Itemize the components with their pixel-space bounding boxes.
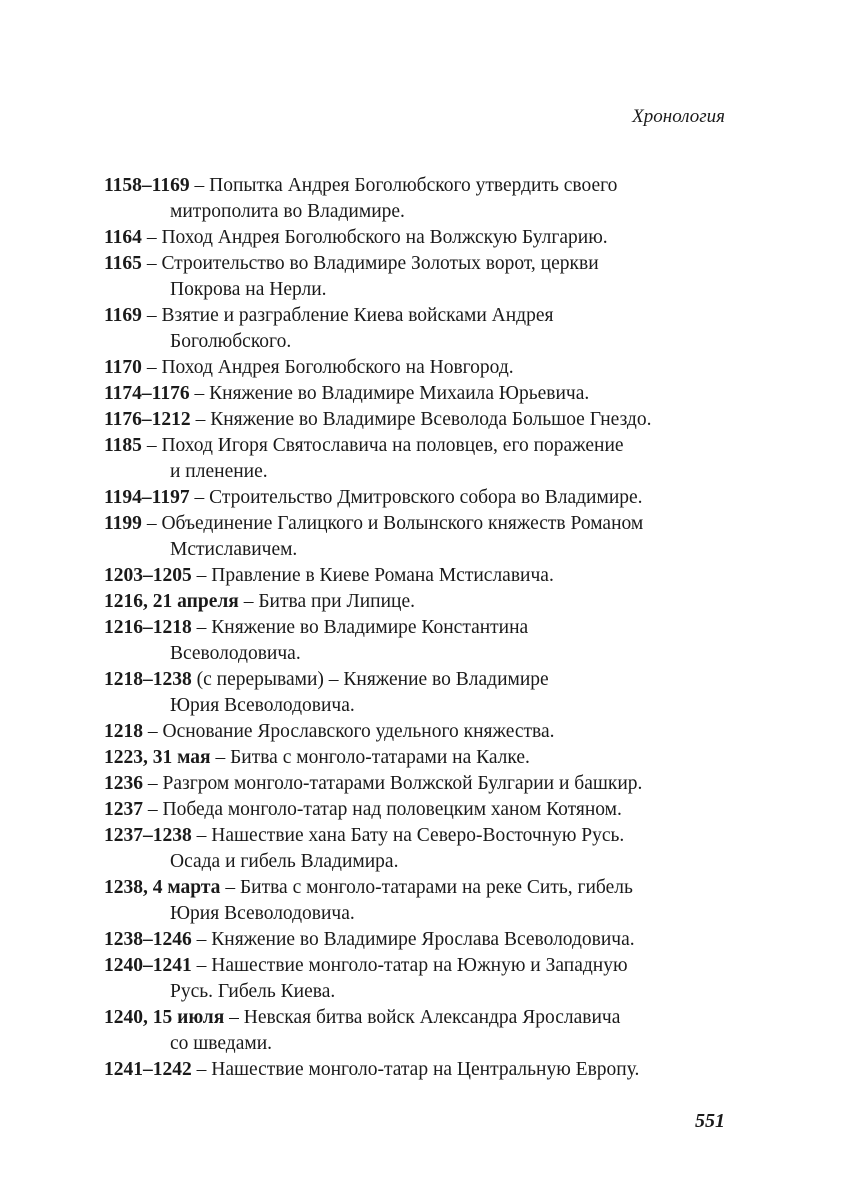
entry-dash: –: [196, 1059, 207, 1080]
entry-text: Битва с монголо-татарами на Калке.: [230, 747, 530, 768]
chronology-entry: [104, 823, 744, 875]
entry-dash: –: [196, 955, 207, 976]
entry-dash: –: [146, 227, 157, 248]
entry-dash: –: [146, 357, 157, 378]
entry-dash: –: [147, 773, 158, 794]
chronology-entry: [104, 1057, 744, 1083]
entry-text: Нашествие хана Бату на Северо-Восточную Русь.: [211, 825, 625, 846]
entry-dash: –: [196, 617, 207, 638]
entry-text: Победа монголо-татар над половецким ханом Котяном.: [162, 799, 622, 820]
chronology-entry: [104, 173, 744, 225]
chronology-list: [104, 173, 744, 1083]
entry-first-line: [104, 173, 744, 199]
entry-first-line: [104, 797, 744, 823]
entry-date: 1218–1238: [104, 669, 192, 690]
entry-text: Поход Андрея Боголюбского на Волжскую Булгарию.: [161, 227, 608, 248]
entry-continuation: со шведами.: [170, 1033, 273, 1054]
entry-text: Взятие и разграбление Киева войсками Андрея: [161, 305, 554, 326]
entry-date: 1170: [104, 357, 142, 378]
entry-date: 1237–1238: [104, 825, 192, 846]
entry-text: Поход Андрея Боголюбского на Новгород.: [161, 357, 514, 378]
entry-dash: –: [146, 513, 157, 534]
running-head: Хронология: [632, 106, 725, 127]
chronology-entry: [104, 225, 744, 251]
entry-text: Нашествие монголо-татар на Центральную Европу.: [211, 1059, 640, 1080]
entry-continuation: Покрова на Нерли.: [170, 279, 327, 300]
entry-first-line: [104, 511, 744, 537]
entry-dash: –: [194, 487, 205, 508]
chronology-entry: [104, 953, 744, 1005]
entry-date: 1236: [104, 773, 143, 794]
chronology-entry: [104, 745, 744, 771]
entry-dash: –: [146, 305, 157, 326]
entry-date: 1158–1169: [104, 175, 190, 196]
entry-first-line: [104, 953, 744, 979]
entry-date: 1199: [104, 513, 142, 534]
entry-first-line: [104, 1057, 744, 1083]
chronology-entry: [104, 719, 744, 745]
entry-first-line: [104, 667, 744, 693]
entry-text: Строительство во Владимире Золотых ворот, церкви: [161, 253, 599, 274]
entry-continuation: митрополита во Владимире.: [170, 201, 405, 222]
entry-first-line: [104, 225, 744, 251]
chronology-entry: [104, 381, 744, 407]
chronology-entry: [104, 667, 744, 719]
entry-first-line: [104, 433, 744, 459]
entry-text: Княжение во Владимире Ярослава Всеволодовича.: [211, 929, 635, 950]
entry-first-line: [104, 719, 744, 745]
entry-first-line: [104, 927, 744, 953]
entry-text: Попытка Андрея Боголюбского утвердить своего: [209, 175, 618, 196]
entry-text: Невская битва войск Александра Ярославича: [243, 1007, 621, 1028]
entry-date: 1185: [104, 435, 142, 456]
entry-date: 1240–1241: [104, 955, 192, 976]
entry-continuation: Осада и гибель Владимира.: [170, 851, 399, 872]
entry-first-line: [104, 823, 744, 849]
entry-dash: –: [146, 435, 157, 456]
entry-first-line: [104, 485, 744, 511]
entry-first-line: [104, 251, 744, 277]
chronology-entry: [104, 563, 744, 589]
entry-date: 1216, 21 апреля: [104, 591, 239, 612]
entry-date: 1237: [104, 799, 143, 820]
entry-dash: –: [229, 1007, 239, 1028]
entry-date: 1164: [104, 227, 142, 248]
entry-text: Объединение Галицкого и Волынского княжеств Романом: [161, 513, 644, 534]
entry-text: Княжение во Владимире: [343, 669, 549, 690]
entry-dash: –: [196, 929, 207, 950]
chronology-entry: [104, 771, 744, 797]
entry-date: 1176–1212: [104, 409, 191, 430]
entry-dash: –: [196, 825, 207, 846]
entry-dash: –: [194, 175, 205, 196]
chronology-entry: [104, 511, 744, 563]
entry-first-line: [104, 1005, 744, 1031]
chronology-entry: [104, 797, 744, 823]
entry-text: Правление в Киеве Романа Мстиславича.: [211, 565, 554, 586]
entry-text: Княжение во Владимире Михаила Юрьевича.: [209, 383, 590, 404]
entry-dash: –: [215, 747, 226, 768]
entry-date: 1216–1218: [104, 617, 192, 638]
chronology-entry: [104, 251, 744, 303]
entry-first-line: [104, 771, 744, 797]
chronology-entry: [104, 589, 744, 615]
chronology-entry: [104, 927, 744, 953]
chronology-entry: [104, 1005, 744, 1057]
entry-text: Основание Ярославского удельного княжества.: [162, 721, 555, 742]
page-number: 551: [695, 1110, 725, 1132]
entry-continuation: Юрия Всеволодовича.: [170, 903, 355, 924]
entry-dash: –: [147, 721, 158, 742]
entry-note: (с перерывами): [196, 669, 324, 690]
entry-first-line: [104, 615, 744, 641]
chronology-entry: [104, 433, 744, 485]
entry-continuation: Боголюбского.: [170, 331, 292, 352]
chronology-entry: [104, 875, 744, 927]
entry-dash: –: [146, 253, 157, 274]
entry-first-line: [104, 381, 744, 407]
entry-first-line: [104, 589, 744, 615]
entry-dash: –: [147, 799, 158, 820]
entry-text: Строительство Дмитровского собора во Владимире.: [209, 487, 643, 508]
entry-date: 1238, 4 марта: [104, 877, 221, 898]
entry-text: Разгром монголо-татарами Волжской Булгарии и башкир.: [162, 773, 643, 794]
entry-first-line: [104, 875, 744, 901]
entry-text: Битва с монголо-татарами на реке Сить, гибель: [239, 877, 633, 898]
entry-first-line: [104, 563, 744, 589]
entry-date: 1241–1242: [104, 1059, 192, 1080]
chronology-entry: [104, 485, 744, 511]
entry-dash: –: [195, 409, 206, 430]
entry-date: 1223, 31 мая: [104, 747, 211, 768]
entry-first-line: [104, 407, 744, 433]
entry-continuation: Русь. Гибель Киева.: [170, 981, 336, 1002]
chronology-entry: [104, 407, 744, 433]
entry-dash: –: [194, 383, 205, 404]
entry-continuation: Всеволодовича.: [170, 643, 301, 664]
entry-text: Поход Игоря Святославича на половцев, его поражение: [161, 435, 624, 456]
entry-dash: –: [243, 591, 254, 612]
entry-text: Княжение во Владимире Всеволода Большое Гнездо.: [210, 409, 652, 430]
entry-date: 1203–1205: [104, 565, 192, 586]
entry-dash: –: [225, 877, 236, 898]
entry-date: 1194–1197: [104, 487, 190, 508]
entry-date: 1174–1176: [104, 383, 190, 404]
entry-continuation: Мстиславичем.: [170, 539, 298, 560]
entry-date: 1240, 15 июля: [104, 1007, 225, 1028]
entry-first-line: [104, 303, 744, 329]
entry-first-line: [104, 355, 744, 381]
entry-continuation: и пленение.: [170, 461, 268, 482]
entry-text: Княжение во Владимире Константина: [211, 617, 529, 638]
entry-text: Битва при Липице.: [258, 591, 415, 612]
entry-first-line: [104, 745, 744, 771]
entry-text: Нашествие монголо-татар на Южную и Западную: [211, 955, 628, 976]
chronology-entry: [104, 355, 744, 381]
entry-dash: –: [196, 565, 207, 586]
chronology-entry: [104, 303, 744, 355]
entry-dash: –: [328, 669, 339, 690]
chronology-entry: [104, 615, 744, 667]
entry-date: 1165: [104, 253, 142, 274]
entry-date: 1218: [104, 721, 143, 742]
entry-date: 1238–1246: [104, 929, 192, 950]
entry-date: 1169: [104, 305, 142, 326]
entry-continuation: Юрия Всеволодовича.: [170, 695, 355, 716]
